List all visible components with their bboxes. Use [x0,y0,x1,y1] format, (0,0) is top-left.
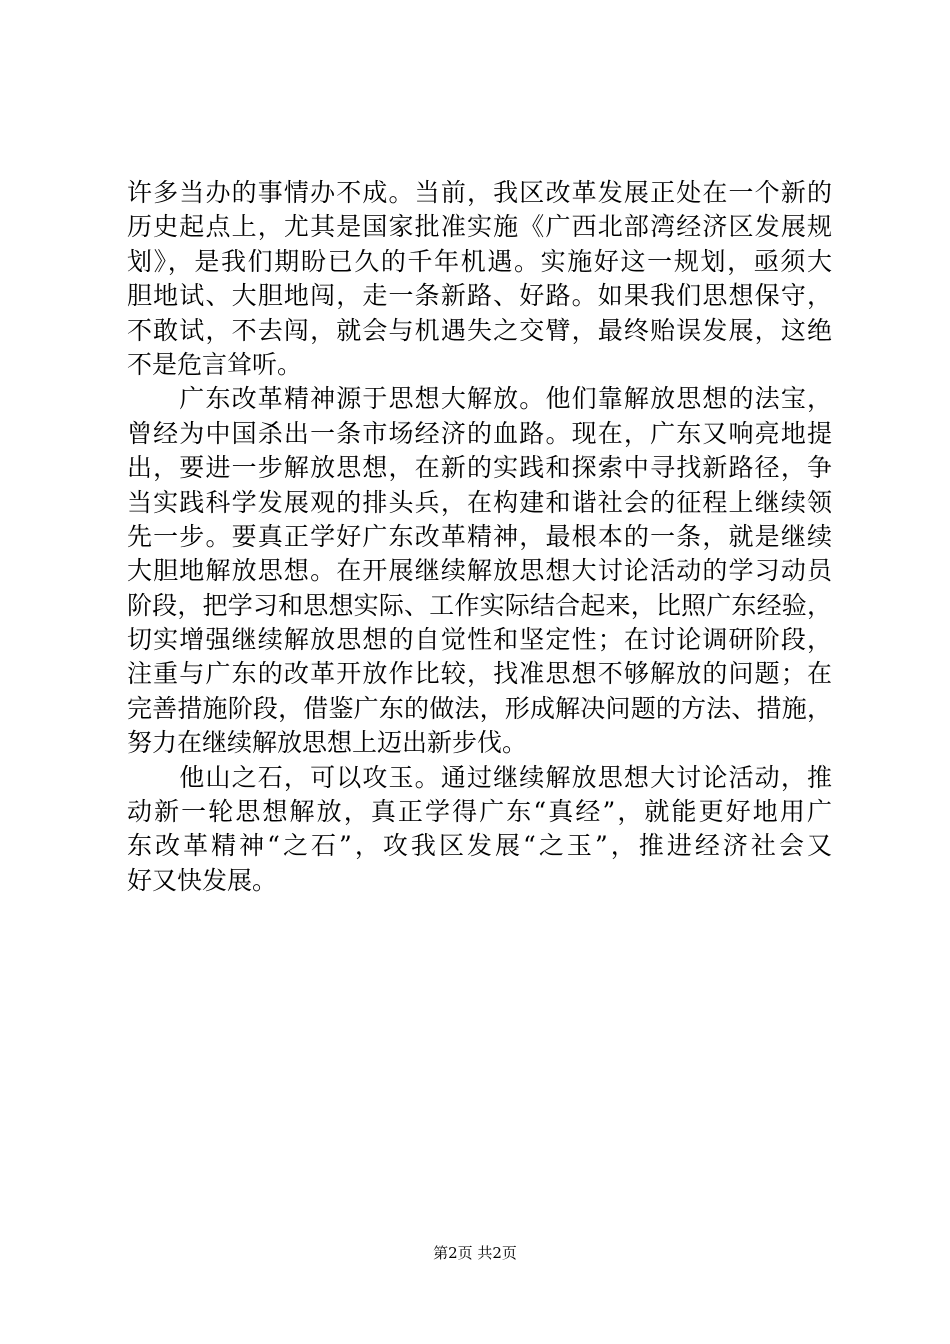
page-number-footer: 第2页 共2页 [433,1244,517,1262]
text-line: 胆地试、大胆地闯，走一条新路、好路。如果我们思想保守， [127,281,832,311]
text-line: 他山之石，可以攻玉。通过继续解放思想大讨论活动，推 [127,762,832,792]
text-line: 历史起点上，尤其是国家批准实施《广西北部湾经济区发展规 [127,212,832,242]
text-line: 不是危言耸听。 [127,349,303,379]
text-line: 广东改革精神源于思想大解放。他们靠解放思想的法宝， [127,384,832,414]
text-line: 东改革精神“之石”，攻我区发展“之玉”，推进经济社会又 [127,831,832,861]
text-line: 动新一轮思想解放，真正学得广东“真经”，就能更好地用广 [127,797,832,827]
text-line: 出，要进一步解放思想，在新的实践和探索中寻找新路径，争 [127,453,832,483]
text-line: 当实践科学发展观的排头兵，在构建和谐社会的征程上继续领 [127,487,832,517]
text-line: 阶段，把学习和思想实际、工作实际结合起来，比照广东经验， [127,590,832,620]
text-line: 好又快发展。 [127,865,278,895]
text-line: 不敢试，不去闯，就会与机遇失之交臂，最终贻误发展，这绝 [127,315,832,345]
text-line: 划》，是我们期盼已久的千年机遇。实施好这一规划，亟须大 [127,246,832,276]
text-line: 先一步。要真正学好广东改革精神，最根本的一条，就是继续 [127,521,832,551]
document-body [127,176,832,898]
text-line: 注重与广东的改革开放作比较，找准思想不够解放的问题；在 [127,659,832,689]
text-line: 切实增强继续解放思想的自觉性和坚定性；在讨论调研阶段， [127,625,832,655]
text-line: 许多当办的事情办不成。当前，我区改革发展正处在一个新的 [127,178,832,207]
text-line: 曾经为中国杀出一条市场经济的血路。现在，广东又响亮地提 [127,418,832,448]
text-line: 完善措施阶段，借鉴广东的做法，形成解决问题的方法、措施， [127,693,832,723]
text-line: 努力在继续解放思想上迈出新步伐。 [127,728,528,758]
text-line: 大胆地解放思想。在开展继续解放思想大讨论活动的学习动员 [127,556,832,586]
